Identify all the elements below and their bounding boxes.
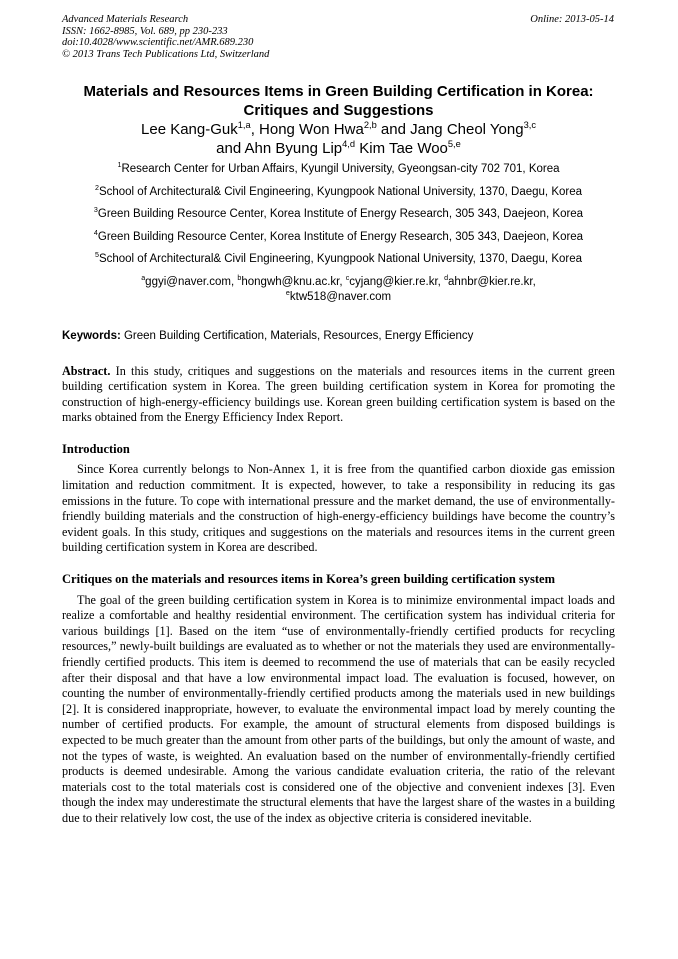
email-address: ktw518@naver.com: [289, 290, 392, 303]
author-superscript: 2,b: [363, 120, 377, 130]
affiliation: [62, 207, 615, 221]
email-list: [62, 275, 615, 305]
keywords-label: Keywords:: [62, 329, 121, 342]
author-name: Hong Won Hwa: [259, 121, 364, 138]
email-line-1: [62, 275, 615, 290]
title-line-2: Critiques and Suggestions: [243, 102, 434, 119]
author-name: Kim Tae Woo: [359, 140, 448, 157]
paper-content: [62, 82, 615, 827]
journal-header: [62, 14, 269, 60]
author-list: [62, 120, 615, 158]
email-address: ggyi@naver.com,: [145, 275, 238, 288]
author-name: Lee Kang-Guk: [141, 121, 238, 138]
paper-title: [62, 82, 615, 120]
affiliation-number: 3: [93, 206, 98, 215]
email-superscript: b: [237, 273, 242, 282]
critiques-heading: Critiques on the materials and resources items in Korea’s green building certification system: [62, 572, 556, 587]
affiliation-number: 1: [117, 161, 122, 170]
affiliation-list: [62, 162, 615, 266]
author-superscript: 3,c: [523, 120, 536, 130]
author-separator: and: [376, 121, 411, 138]
affiliation: [62, 230, 615, 244]
doi-line: doi:10.4028/www.scientific.net/AMR.689.230: [62, 37, 254, 49]
author-superscript: 1,a: [237, 120, 251, 130]
abstract: [62, 364, 615, 426]
author-name: Ahn Byung Lip: [244, 140, 343, 157]
affiliation-number: 4: [93, 228, 98, 237]
author-separator: ,: [250, 121, 260, 138]
title-line-1: Materials and Resources Items in Green Building Certification in Korea:: [83, 83, 594, 100]
affiliation-text: Green Building Resource Center, Korea Institute of Energy Research, 305 343, Daejeon, Korea: [97, 208, 584, 220]
affiliation: [62, 185, 615, 199]
author-name: Jang Cheol Yong: [410, 121, 524, 138]
introduction-heading: Introduction: [62, 441, 130, 456]
affiliation-text: School of Architectural& Civil Engineering, Kyungpook National University, 1370, Daegu, Korea: [98, 185, 583, 198]
email-address: hongwh@knu.ac.kr,: [241, 275, 346, 288]
introduction-paragraph: Since Korea currently belongs to Non-Annex 1, it is free from the quantified carbon dioxide gas emission limitation and reduction commitment. It is expected, however, to take a responsibility in reducing its gas emissions in the future. To cope with international pressure and the market demand, the use of environmentally-friendly building materials and the construction of high-energy-efficiency buildings have become the country’s evident goals. In this study, critiques and suggestions on the materials and resources items in the current green building certification system in Korea are described.: [62, 462, 615, 555]
affiliation-number: 2: [94, 183, 99, 192]
affiliation-text: Research Center for Urban Affairs, Kyungil University, Gyeongsan-city 702 701, Korea: [121, 163, 560, 175]
email-address: ahnbr@kier.re.kr,: [448, 275, 536, 288]
affiliation-number: 5: [94, 251, 99, 260]
issn-line: ISSN: 1662-8985, Vol. 689, pp 230-233: [62, 25, 228, 37]
affiliation: [62, 162, 615, 176]
author-separator: and: [216, 140, 245, 157]
email-superscript: c: [345, 273, 350, 282]
online-date: Online: 2013-05-14: [530, 14, 614, 25]
email-superscript: d: [444, 273, 449, 282]
author-superscript: 5,e: [447, 139, 461, 149]
email-superscript: e: [285, 288, 290, 297]
critiques-paragraph: The goal of the green building certification system in Korea is to minimize environmental impact loads and realize a comfortable and healthy residential environment. The certification system has individual criteria for various buildings [1]. Based on the item “use of environmentally-friendly certified products for recycling resources,” newly-built buildings are evaluated as to whether or not the materials they used are environmentally-friendly certified products. This item is deemed to recommend the use of materials that can be easily recycled after their disposal and that have a low environmental impact load. The evaluation is focused, however, on counting the number of environmentally-friendly certified products among the materials used in new buildings [2]. It is considered inappropriate, however, to evaluate the environmental impact load by merely counting the number of certified products. For example, the amount of structural elements from disposed buildings is expected to be much greater than the amount from other parts of the buildings, but only the amount of waste, and not the types of waste, is weighted. An evaluation based on the number of environmentally-friendly certified products is deemed undesirable. Among the various candidate evaluation criteria, the ratio of the relevant materials cost to the total materials cost is considered one of the objective and convenient indexes [3]. Even though the index may underestimate the structural elements that have the largest share of the wastes in a building due to their relatively low cost, the use of the index as objective criteria is considered inevitable.: [62, 592, 615, 825]
author-line-1: [62, 120, 615, 139]
email-line-2: [62, 290, 615, 305]
affiliation-text: Green Building Resource Center, Korea Institute of Energy Research, 305 343, Daejeon, Korea: [97, 230, 584, 243]
abstract-text: In this study, critiques and suggestions on the materials and resources items in the current green building certification system in Korea. The green building certification system in Korea for promoting the construction of high-energy-efficiency buildings use. Korean green building certification system is based on the marks obtained from the Energy Efficiency Index Report.: [62, 363, 615, 425]
affiliation-text: School of Architectural& Civil Engineering, Kyungpook National University, 1370, Daegu, Korea: [98, 253, 583, 265]
affiliation: [62, 252, 615, 266]
keywords-text: Green Building Certification, Materials, Resources, Energy Efficiency: [120, 329, 474, 342]
keywords: [62, 329, 615, 343]
author-superscript: 4,d: [342, 139, 356, 149]
journal-name: Advanced Materials Research: [62, 14, 189, 25]
email-address: cyjang@kier.re.kr,: [349, 275, 445, 288]
abstract-label: Abstract.: [62, 363, 111, 378]
author-line-2: [62, 139, 615, 158]
email-superscript: a: [141, 273, 146, 282]
copyright-line: © 2013 Trans Tech Publications Ltd, Switzerland: [62, 48, 270, 60]
